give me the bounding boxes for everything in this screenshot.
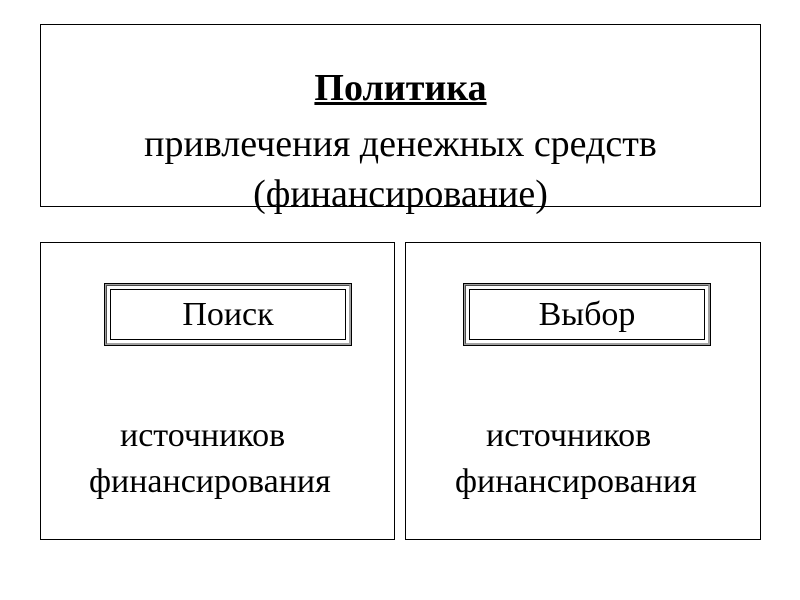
- choice-label: Выбор: [469, 289, 705, 340]
- policy-subtitle-line-1: привлечения денежных средств: [144, 123, 657, 165]
- policy-title: Политика: [314, 67, 487, 109]
- policy-subtitle-line-2: (финансирование): [253, 173, 548, 215]
- choice-panel-text-line-1: источников: [486, 417, 652, 454]
- policy-header-box: [40, 24, 761, 215]
- search-label: Поиск: [110, 289, 346, 340]
- choice-panel-text-line-2: финансирования: [455, 463, 697, 500]
- search-label-frame: [104, 283, 352, 346]
- search-panel-text-line-2: финансирования: [89, 463, 331, 500]
- choice-label-frame: [463, 283, 711, 346]
- choice-panel: [405, 242, 761, 540]
- search-panel-text-line-1: источников: [120, 417, 286, 454]
- search-panel: [40, 242, 395, 540]
